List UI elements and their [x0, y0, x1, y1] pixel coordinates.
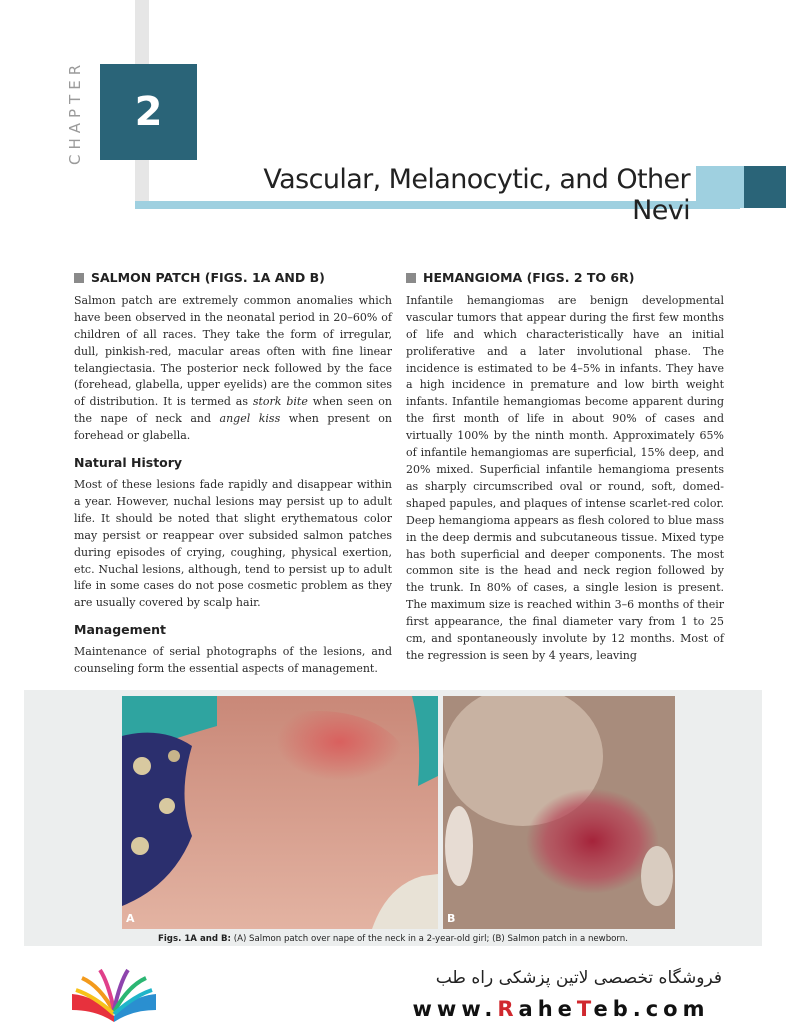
term-stork-bite: stork bite — [252, 395, 308, 409]
chapter-number: 2 — [134, 89, 163, 135]
heading-bullet-icon — [74, 273, 84, 283]
subheading-natural-history: Natural History — [74, 455, 183, 471]
figure-label-a: A — [126, 912, 135, 925]
text-span: when present on forehead or glabella. — [74, 412, 392, 443]
management-paragraph: Maintenance of serial photographs of the lesions, and counseling form the essential aspects of management. — [74, 645, 392, 676]
text-span: Salmon patch are extremely common anomalies which have been observed in the neonatal period in 20–60% of children of all races. They take the form of irregular, dull, pinkish-red, macular areas often with fine linear telangiectasia. The posterior neck followed by the face (forehead, glabella, upper eyelids) are the common sites of distribution. It is termed as — [74, 293, 392, 409]
store-name-persian: فروشگاه تخصصی لاتین پزشکی راه طب — [435, 968, 722, 988]
caption-label: Figs. 1A and B: — [157, 934, 231, 944]
figure-label-b: B — [447, 912, 456, 925]
store-url[interactable] — [400, 997, 722, 1021]
header-accent-light — [696, 166, 744, 208]
natural-history-paragraph: Most of these lesions fade rapidly and disappear within a year. However, nuchal lesions may persist up to adult life. It should be noted that slight erythematous color may persist or reappear over subsided salmon patches during episodes of crying, coughing, physical exertion, etc. Nuchal lesions, although, tend to persist up to adult life in some cases do not pose cosmetic problem as they are usually covered by scalp hair. — [74, 477, 392, 610]
salmon-patch-neck-image — [122, 696, 438, 929]
url-accent-letter: T — [576, 997, 594, 1021]
url-part: eb — [593, 997, 633, 1021]
section-heading-text: SALMON PATCH (FIGS. 1A AND B) — [91, 270, 325, 285]
term-angel-kiss: angel kiss — [219, 412, 281, 426]
url-part: www. — [412, 997, 498, 1021]
section-heading-hemangioma — [406, 270, 724, 287]
url-part: .com — [632, 997, 710, 1021]
subheading-management: Management — [74, 622, 167, 638]
figure-photo-b — [443, 696, 675, 929]
open-book-logo-icon — [66, 966, 162, 1024]
hemangioma-paragraph: Infantile hemangiomas are benign developmental vascular tumors that appear during the first few months of life and which characteristically have an initial proliferative and a later involutional phase. The incidence is estimated to be 4–5% in infants. They have a high incidence in premature and low birth weight infants. Infantile hemangiomas become apparent during the first month of life in about 90% of cases and virtually 100% by the ninth month. Approximately 65% of infantile hemangiomas are superficial, 15% deep, and 20% mixed. Superficial infantile hemangioma presents as sharply circumscribed oval or round, soft, domed-shaped papules, and plaques of intense scarlet-red color. Deep hemangioma appears as flesh colored to blue mass in the deep dermis and subcutaneous tissue. Mixed type has both superficial and deeper components. The most common site is the head and neck region followed by the trunk. In 80% of cases, a single lesion is present. The maximum size is reached within 3–6 months of their first appearance, the final diameter vary from 1 to 25 cm, and spontaneously involute by 12 months. Most of the regression is seen by 4 years, leaving — [406, 293, 724, 662]
left-column — [74, 270, 392, 678]
chapter-title: Vascular, Melanocytic, and Other Nevi — [263, 164, 690, 226]
salmon-patch-newborn-image — [443, 696, 675, 929]
salmon-patch-paragraph — [74, 293, 392, 445]
chapter-label: CHAPTER — [66, 59, 84, 165]
url-accent-letter: R — [497, 997, 519, 1021]
section-heading-salmon-patch — [74, 270, 392, 287]
figure-caption — [24, 934, 762, 944]
url-part: ahe — [518, 997, 577, 1021]
figure-photo-a — [122, 696, 438, 929]
heading-bullet-icon — [406, 273, 416, 283]
caption-text: (A) Salmon patch over nape of the neck in a 2-year-old girl; (B) Salmon patch in a newborn. — [231, 934, 628, 944]
section-heading-text: HEMANGIOMA (FIGS. 2 TO 6R) — [423, 270, 635, 285]
text-span: when seen on the nape of neck and — [74, 395, 392, 426]
right-column — [406, 270, 724, 665]
header-accent-dark — [744, 166, 786, 208]
